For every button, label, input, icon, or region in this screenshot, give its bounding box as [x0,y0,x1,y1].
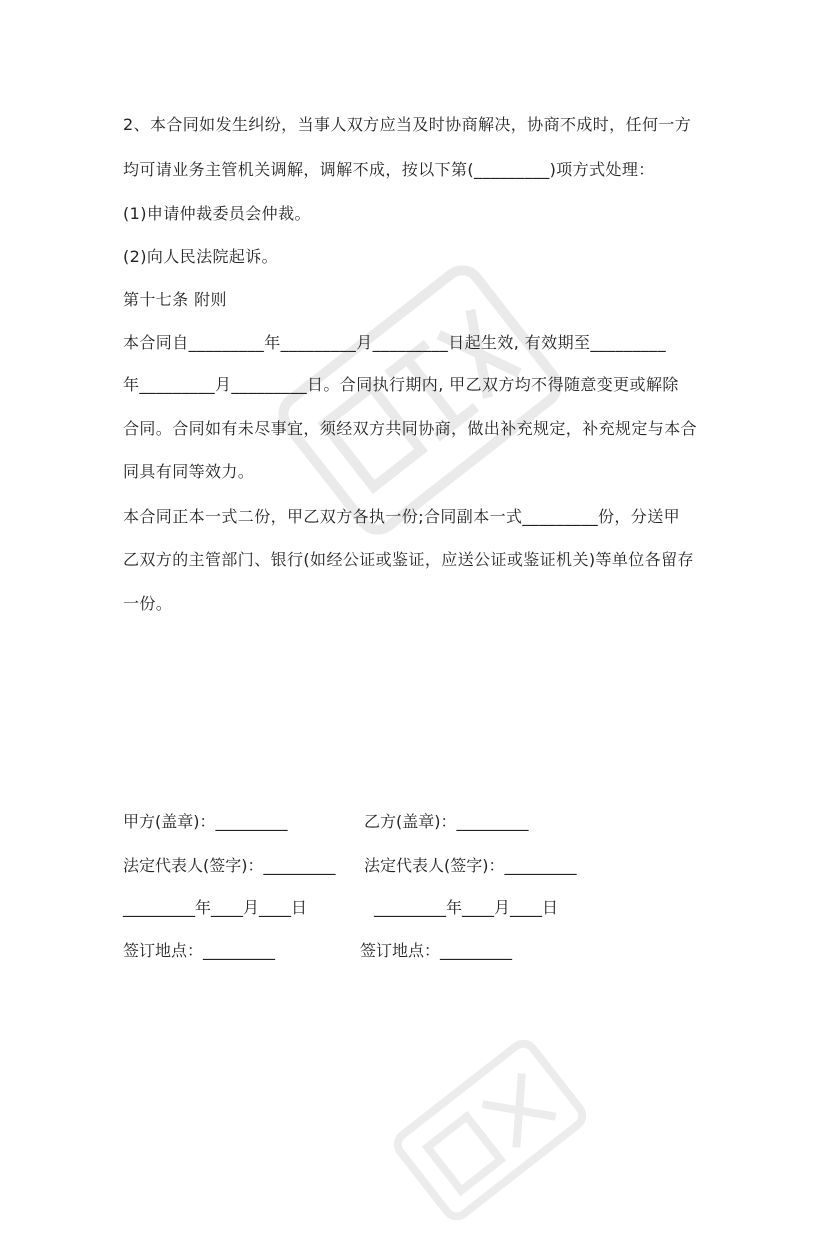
party-a-representative: 法定代表人(签字)：_________ [123,856,336,875]
article-17-para-2-line-1: 本合同正本一式二份，甲乙双方各执一份;合同副本一式_________份，分送甲 [123,507,680,526]
article-17-para-1-line-4: 同具有同等效力。 [123,462,255,481]
party-a-date: _________年____月____日 [123,898,308,917]
watermark-logo-icon [382,1027,598,1232]
clause-2-line-1: 2、本合同如发生纠纷，当事人双方应当及时协商解决，协商不成时，任何一方 [123,115,692,134]
party-b-representative: 法定代表人(签字)：_________ [364,856,577,875]
article-17-para-1-line-2: 年_________月_________日。合同执行期内, 甲乙双方均不得随意变更或解除 [123,375,679,394]
article-17-para-1-line-3: 合同。合同如有未尽事宜，须经双方共同协商，做出补充规定，补充规定与本合 [123,419,698,438]
article-17-heading: 第十七条 附则 [123,290,227,309]
article-17-para-1-line-1: 本合同自_________年_________月_________日起生效, 有效期至_________ [123,333,666,352]
clause-2-option-1: (1)申请仲裁委员会仲裁。 [123,204,311,223]
article-17-para-2-line-2: 乙双方的主管部门、银行(如经公证或鉴证，应送公证或鉴证机关)等单位各留存 [123,550,694,569]
party-b-seal: 乙方(盖章)：_________ [364,812,529,831]
party-b-date: _________年____月____日 [374,898,559,917]
party-b-signing-place: 签订地点：_________ [360,941,513,960]
article-17-para-2-line-3: 一份。 [123,594,173,613]
clause-2-line-2: 均可请业务主管机关调解，调解不成，按以下第(_________)项方式处理： [123,160,655,179]
clause-2-option-2: (2)向人民法院起诉。 [123,247,279,266]
party-a-signing-place: 签订地点：_________ [123,941,276,960]
party-a-seal: 甲方(盖章)：_________ [123,812,288,831]
